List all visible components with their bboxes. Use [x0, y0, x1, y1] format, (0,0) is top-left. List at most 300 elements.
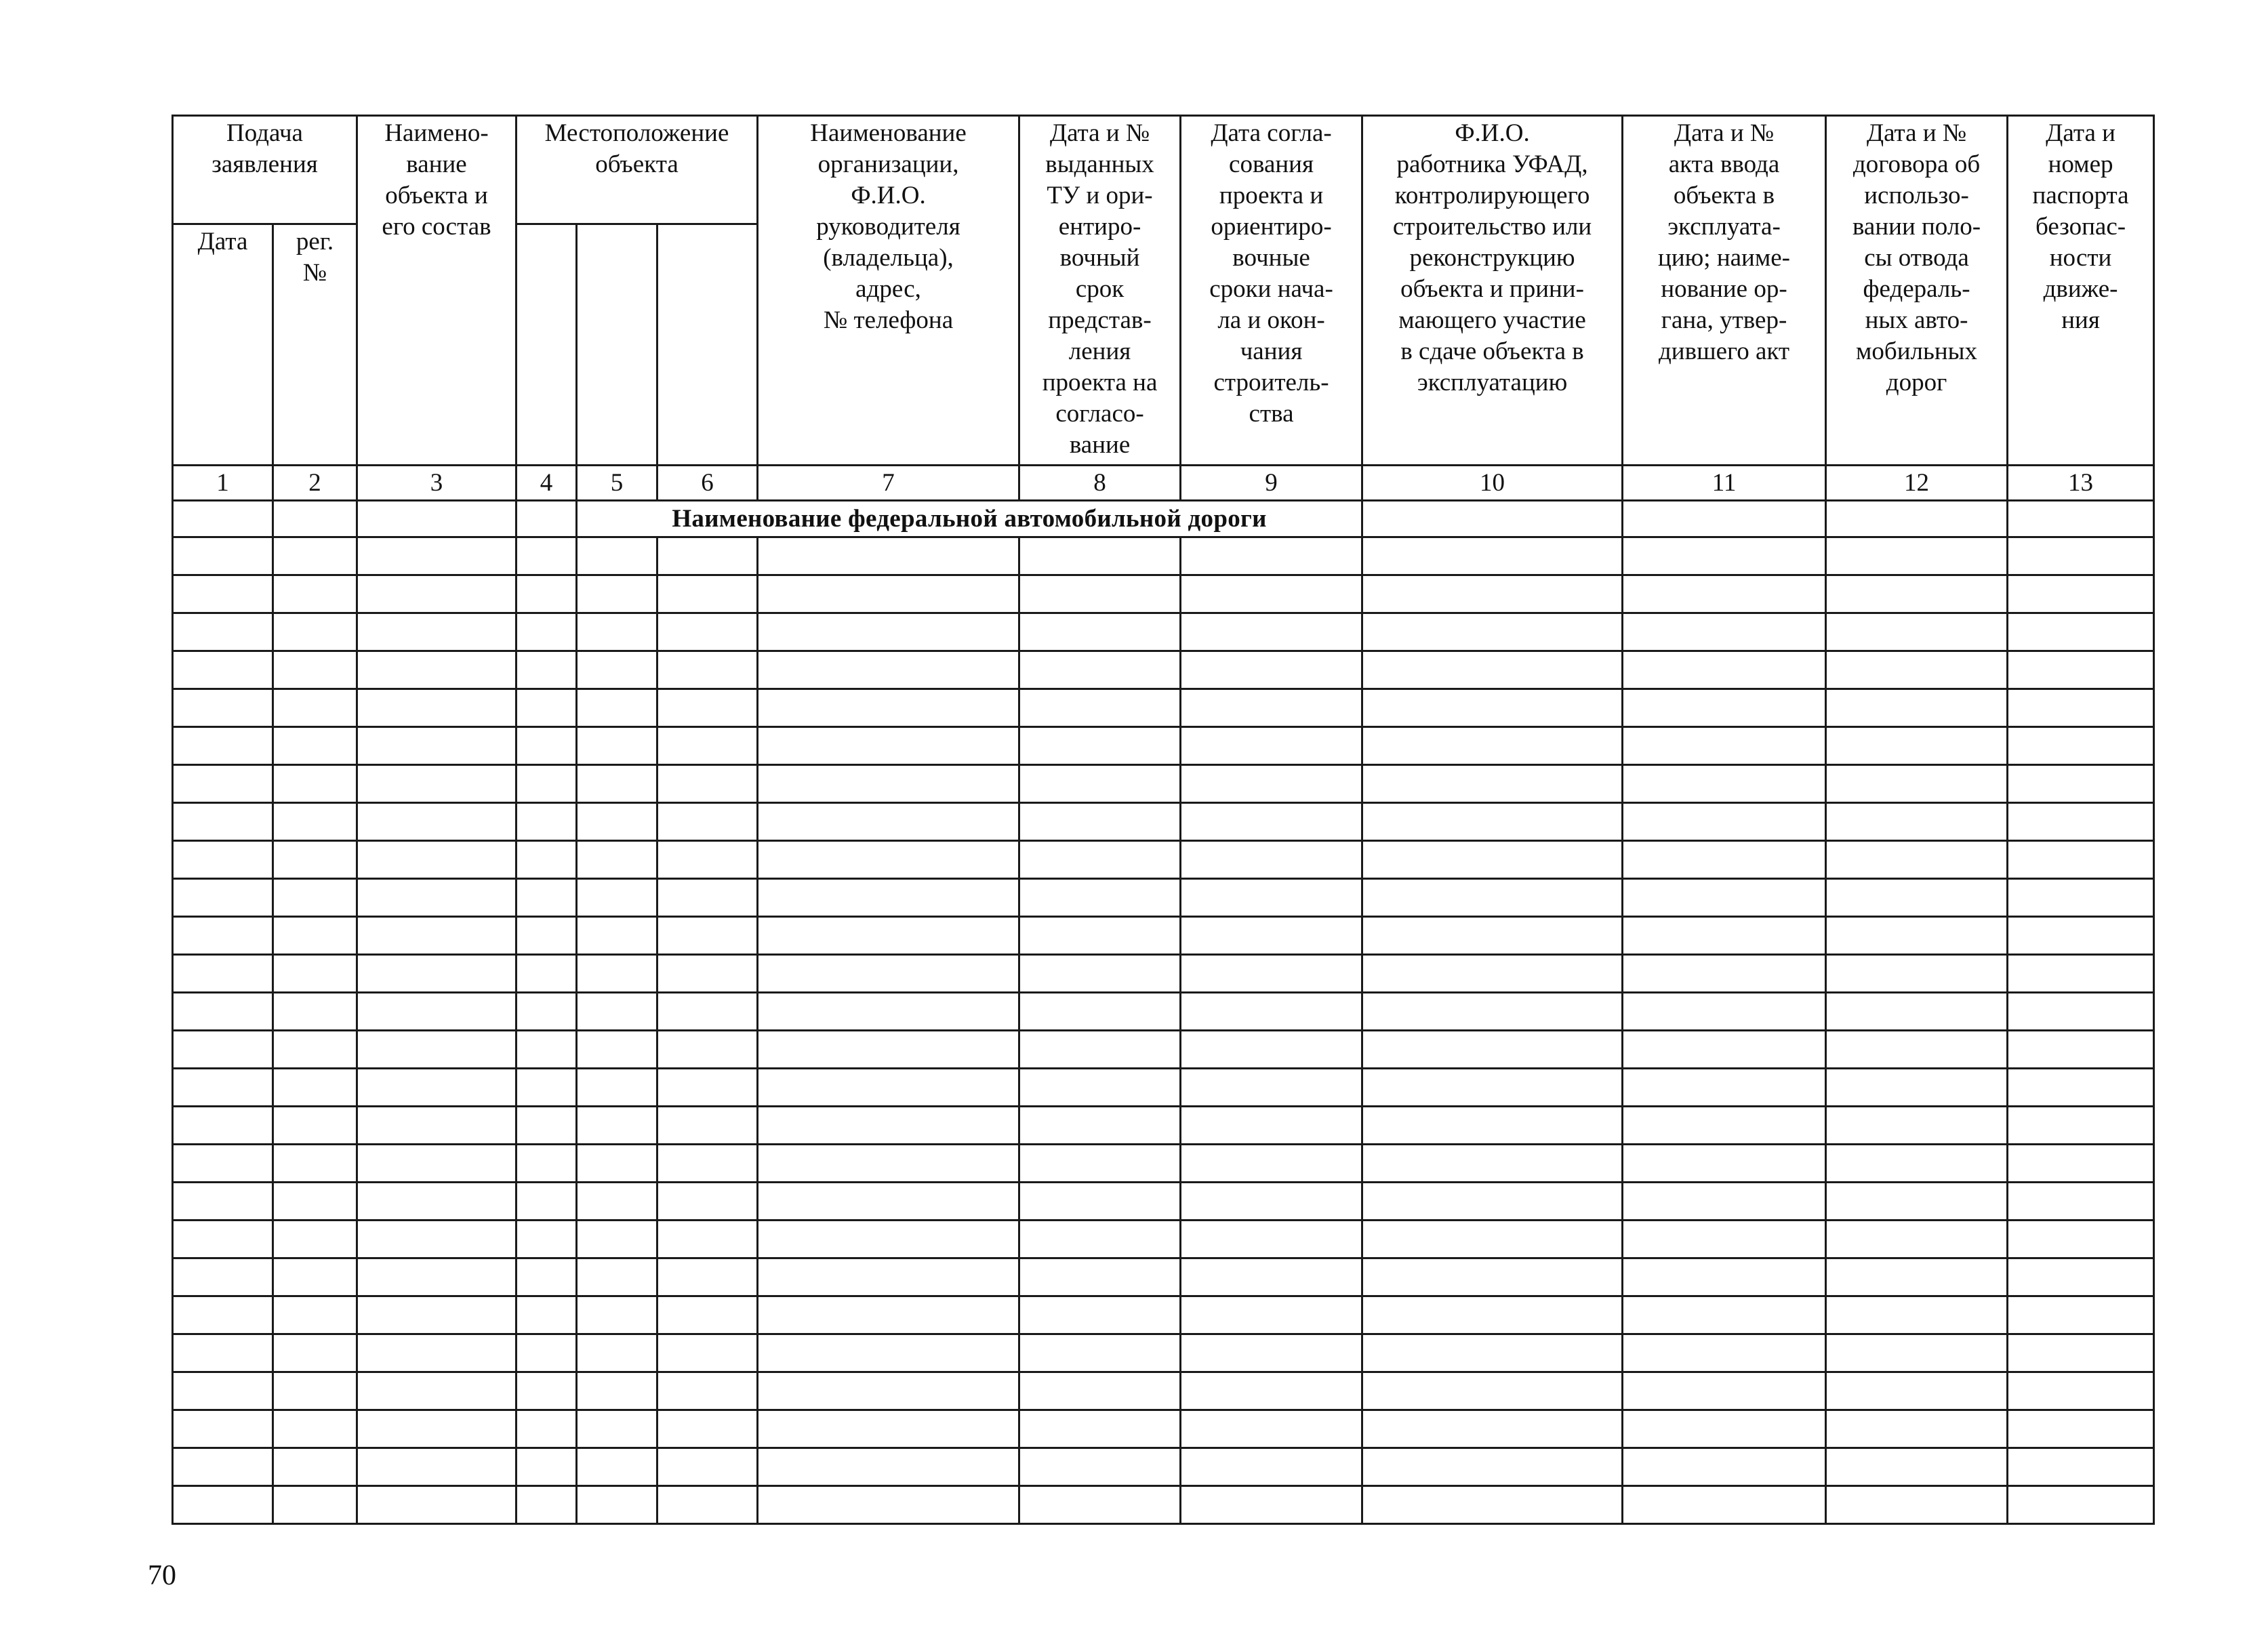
empty-cell: [273, 537, 357, 575]
empty-cell: [2008, 879, 2154, 917]
empty-cell: [657, 689, 758, 727]
empty-cell: [357, 1296, 517, 1334]
empty-cell: [657, 879, 758, 917]
empty-cell: [657, 575, 758, 613]
empty-cell: [2008, 575, 2154, 613]
empty-cell: [577, 803, 657, 841]
column-number: 6: [657, 466, 758, 501]
empty-cell: [1362, 613, 1623, 651]
empty-cell: [273, 1221, 357, 1258]
empty-cell: [517, 841, 577, 879]
empty-cell: [657, 537, 758, 575]
empty-cell: [517, 501, 577, 537]
empty-cell: [273, 613, 357, 651]
header-approval-date: Дата согла- сования проекта и ориентиро- вочные сроки нача- ла и окон- чания строитель- ства: [1181, 116, 1362, 466]
empty-cell: [657, 1258, 758, 1296]
empty-cell: [577, 1258, 657, 1296]
empty-cell: [758, 689, 1019, 727]
empty-cell: [577, 879, 657, 917]
empty-cell: [273, 1410, 357, 1448]
header-object-name: Наимено- вание объекта и его состав: [357, 116, 517, 466]
empty-cell: [1623, 1107, 1826, 1145]
empty-cell: [577, 955, 657, 993]
empty-cell: [577, 613, 657, 651]
empty-cell: [1019, 841, 1181, 879]
empty-cell: [517, 1183, 577, 1221]
header-location-group: Местоположение объекта: [517, 116, 758, 224]
empty-cell: [1362, 993, 1623, 1031]
empty-cell: [173, 501, 273, 537]
empty-cell: [2008, 689, 2154, 727]
empty-cell: [1623, 613, 1826, 651]
empty-cell: [357, 803, 517, 841]
header-row-top: [173, 116, 2154, 224]
empty-cell: [1019, 613, 1181, 651]
empty-cell: [173, 917, 273, 955]
empty-cell: [2008, 993, 2154, 1031]
empty-cell: [1181, 1221, 1362, 1258]
empty-cell: [357, 917, 517, 955]
empty-cell: [517, 537, 577, 575]
empty-cell: [1362, 955, 1623, 993]
empty-cell: [357, 501, 517, 537]
empty-cell: [2008, 765, 2154, 803]
empty-cell: [1181, 689, 1362, 727]
empty-cell: [357, 613, 517, 651]
empty-cell: [1362, 1486, 1623, 1524]
empty-cell: [1362, 1448, 1623, 1486]
empty-cell: [1019, 537, 1181, 575]
column-number: 13: [2008, 466, 2154, 501]
column-number: 12: [1826, 466, 2008, 501]
empty-cell: [273, 1372, 357, 1410]
empty-cell: [357, 765, 517, 803]
empty-cell: [1623, 917, 1826, 955]
empty-cell: [577, 1296, 657, 1334]
empty-cell: [173, 1448, 273, 1486]
empty-cell: [1623, 1145, 1826, 1183]
empty-cell: [1826, 1031, 2008, 1069]
empty-cell: [2008, 1258, 2154, 1296]
empty-cell: [517, 1069, 577, 1107]
empty-cell: [357, 879, 517, 917]
column-number: 10: [1362, 466, 1623, 501]
empty-cell: [1181, 1107, 1362, 1145]
empty-cell: [2008, 1145, 2154, 1183]
empty-cell: [273, 879, 357, 917]
empty-cell: [1362, 501, 1623, 537]
empty-row: [173, 1486, 2154, 1524]
header-right: [657, 224, 758, 466]
empty-cell: [273, 841, 357, 879]
road-title-row: [173, 501, 2154, 537]
empty-row: [173, 1107, 2154, 1145]
empty-cell: [1181, 1145, 1362, 1183]
empty-cell: [1019, 1334, 1181, 1372]
empty-cell: [1826, 917, 2008, 955]
empty-cell: [657, 1145, 758, 1183]
empty-cell: [577, 1145, 657, 1183]
empty-cell: [1019, 1183, 1181, 1221]
empty-cell: [1623, 575, 1826, 613]
empty-cell: [1362, 1410, 1623, 1448]
empty-cell: [758, 879, 1019, 917]
empty-cell: [1623, 651, 1826, 689]
empty-cell: [1826, 537, 2008, 575]
empty-cell: [1362, 1296, 1623, 1334]
empty-cell: [517, 727, 577, 765]
empty-cell: [1826, 955, 2008, 993]
empty-cell: [173, 955, 273, 993]
empty-cell: [657, 993, 758, 1031]
empty-cell: [1019, 1145, 1181, 1183]
empty-cell: [1019, 1031, 1181, 1069]
empty-cell: [517, 879, 577, 917]
empty-cell: [1826, 879, 2008, 917]
empty-cell: [173, 1145, 273, 1183]
empty-cell: [1362, 1372, 1623, 1410]
empty-cell: [1181, 727, 1362, 765]
empty-cell: [1826, 689, 2008, 727]
empty-cell: [1362, 651, 1623, 689]
empty-cell: [357, 1031, 517, 1069]
empty-cell: [1019, 1069, 1181, 1107]
empty-cell: [2008, 1410, 2154, 1448]
empty-cell: [173, 1221, 273, 1258]
empty-cell: [517, 1221, 577, 1258]
empty-cell: [657, 1183, 758, 1221]
empty-cell: [1181, 1486, 1362, 1524]
empty-cell: [173, 537, 273, 575]
empty-cell: [1826, 841, 2008, 879]
empty-cell: [577, 1069, 657, 1107]
empty-cell: [517, 955, 577, 993]
empty-cell: [758, 1296, 1019, 1334]
empty-cell: [173, 1069, 273, 1107]
empty-cell: [758, 1334, 1019, 1372]
empty-cell: [1623, 955, 1826, 993]
empty-cell: [173, 1296, 273, 1334]
column-number: 5: [577, 466, 657, 501]
empty-cell: [758, 1031, 1019, 1069]
empty-cell: [2008, 1069, 2154, 1107]
empty-cell: [657, 1107, 758, 1145]
empty-cell: [273, 1145, 357, 1183]
empty-cell: [357, 1107, 517, 1145]
empty-cell: [1181, 955, 1362, 993]
column-number: 4: [517, 466, 577, 501]
empty-cell: [1019, 765, 1181, 803]
empty-cell: [758, 1410, 1019, 1448]
empty-cell: [1019, 955, 1181, 993]
empty-cell: [273, 955, 357, 993]
empty-cell: [357, 1145, 517, 1183]
empty-cell: [758, 651, 1019, 689]
column-number: 3: [357, 466, 517, 501]
empty-cell: [758, 1486, 1019, 1524]
empty-cell: [1362, 765, 1623, 803]
empty-cell: [357, 1183, 517, 1221]
empty-cell: [758, 1258, 1019, 1296]
empty-cell: [577, 841, 657, 879]
empty-cell: [1623, 1183, 1826, 1221]
empty-cell: [2008, 1448, 2154, 1486]
header-right-of-way-contract: Дата и № договора об использо- вании поло- сы отвода федераль- ных авто- мобильных дорог: [1826, 116, 2008, 466]
empty-cell: [517, 1258, 577, 1296]
empty-cell: [517, 613, 577, 651]
empty-cell: [1019, 803, 1181, 841]
empty-cell: [657, 1069, 758, 1107]
empty-cell: [173, 1334, 273, 1372]
empty-cell: [273, 727, 357, 765]
empty-cell: [517, 1334, 577, 1372]
empty-cell: [357, 1448, 517, 1486]
empty-cell: [1826, 575, 2008, 613]
empty-cell: [577, 1486, 657, 1524]
empty-cell: [1019, 1372, 1181, 1410]
empty-cell: [1362, 1334, 1623, 1372]
empty-cell: [1362, 1183, 1623, 1221]
empty-cell: [758, 955, 1019, 993]
empty-row: [173, 651, 2154, 689]
empty-row: [173, 1031, 2154, 1069]
empty-cell: [1181, 1410, 1362, 1448]
empty-cell: [758, 841, 1019, 879]
empty-cell: [1181, 917, 1362, 955]
empty-cell: [273, 993, 357, 1031]
header-commissioning-act: Дата и № акта ввода объекта в эксплуата- цию; наиме- нование ор- гана, утвер- дившего акт: [1623, 116, 1826, 466]
column-number: 8: [1019, 466, 1181, 501]
empty-cell: [517, 803, 577, 841]
empty-cell: [273, 1334, 357, 1372]
column-number: 1: [173, 466, 273, 501]
empty-cell: [1362, 917, 1623, 955]
empty-cell: [758, 993, 1019, 1031]
empty-cell: [173, 1031, 273, 1069]
empty-cell: [1826, 1372, 2008, 1410]
empty-cell: [758, 575, 1019, 613]
empty-cell: [273, 1258, 357, 1296]
empty-cell: [2008, 1221, 2154, 1258]
empty-cell: [657, 803, 758, 841]
empty-cell: [273, 689, 357, 727]
empty-cell: [1019, 689, 1181, 727]
empty-cell: [517, 1448, 577, 1486]
empty-cell: [517, 1031, 577, 1069]
empty-cell: [1362, 689, 1623, 727]
empty-cell: [173, 1410, 273, 1448]
empty-cell: [657, 1410, 758, 1448]
empty-cell: [1826, 1296, 2008, 1334]
empty-cell: [173, 689, 273, 727]
empty-cell: [357, 689, 517, 727]
header-km: [517, 224, 577, 466]
empty-row: [173, 613, 2154, 651]
empty-cell: [1019, 727, 1181, 765]
empty-cell: [357, 575, 517, 613]
empty-cell: [2008, 1486, 2154, 1524]
empty-cell: [517, 689, 577, 727]
empty-row: [173, 1258, 2154, 1296]
empty-cell: [758, 1107, 1019, 1145]
empty-cell: [1362, 1031, 1623, 1069]
empty-cell: [1019, 1107, 1181, 1145]
empty-cell: [758, 803, 1019, 841]
empty-cell: [1181, 1183, 1362, 1221]
empty-cell: [1019, 1258, 1181, 1296]
empty-cell: [357, 1372, 517, 1410]
empty-cell: [273, 917, 357, 955]
empty-cell: [1181, 1448, 1362, 1486]
empty-cell: [517, 1372, 577, 1410]
header-organization: Наименование организации, Ф.И.О. руководителя (владельца), адрес, № телефона: [758, 116, 1019, 466]
empty-cell: [1623, 1221, 1826, 1258]
header-tu-issued: Дата и № выданных ТУ и ори- ентиро- вочный срок представ- ления проекта на согласо- вание: [1019, 116, 1181, 466]
empty-cell: [1623, 993, 1826, 1031]
empty-cell: [1181, 879, 1362, 917]
empty-row: [173, 1410, 2154, 1448]
empty-cell: [1362, 803, 1623, 841]
empty-row: [173, 803, 2154, 841]
empty-cell: [173, 1486, 273, 1524]
empty-cell: [577, 765, 657, 803]
empty-cell: [1181, 613, 1362, 651]
empty-cell: [1362, 1145, 1623, 1183]
empty-cell: [173, 803, 273, 841]
empty-cell: [2008, 1334, 2154, 1372]
empty-cell: [1826, 1183, 2008, 1221]
empty-cell: [1019, 1296, 1181, 1334]
empty-cell: [1019, 1221, 1181, 1258]
empty-cell: [2008, 613, 2154, 651]
empty-row: [173, 575, 2154, 613]
empty-cell: [273, 803, 357, 841]
empty-cell: [1623, 841, 1826, 879]
empty-cell: [657, 1221, 758, 1258]
empty-cell: [1362, 1258, 1623, 1296]
empty-cell: [273, 1448, 357, 1486]
empty-cell: [577, 1221, 657, 1258]
empty-cell: [357, 651, 517, 689]
empty-cell: [577, 1448, 657, 1486]
empty-cell: [2008, 501, 2154, 537]
empty-cell: [173, 727, 273, 765]
empty-cell: [1826, 727, 2008, 765]
empty-cell: [357, 1410, 517, 1448]
empty-cell: [1623, 689, 1826, 727]
empty-cell: [1623, 501, 1826, 537]
empty-cell: [657, 651, 758, 689]
empty-cell: [758, 1372, 1019, 1410]
empty-cell: [273, 1296, 357, 1334]
empty-cell: [173, 1372, 273, 1410]
empty-cell: [1623, 1486, 1826, 1524]
empty-cell: [2008, 803, 2154, 841]
empty-cell: [657, 841, 758, 879]
empty-cell: [2008, 1183, 2154, 1221]
empty-cell: [2008, 1107, 2154, 1145]
empty-cell: [273, 575, 357, 613]
empty-cell: [517, 1296, 577, 1334]
empty-cell: [1362, 537, 1623, 575]
empty-cell: [357, 1486, 517, 1524]
empty-cell: [1362, 879, 1623, 917]
column-number: 2: [273, 466, 357, 501]
empty-cell: [1623, 1448, 1826, 1486]
empty-cell: [1623, 765, 1826, 803]
empty-cell: [577, 651, 657, 689]
empty-cell: [1362, 1069, 1623, 1107]
empty-cell: [1181, 1031, 1362, 1069]
empty-cell: [1019, 1486, 1181, 1524]
empty-cell: [173, 879, 273, 917]
empty-row: [173, 1372, 2154, 1410]
column-number: 11: [1623, 466, 1826, 501]
empty-row: [173, 1145, 2154, 1183]
empty-cell: [1362, 1221, 1623, 1258]
empty-cell: [1826, 1107, 2008, 1145]
empty-row: [173, 1183, 2154, 1221]
empty-row: [173, 1448, 2154, 1486]
empty-row: [173, 917, 2154, 955]
empty-cell: [758, 613, 1019, 651]
empty-cell: [173, 993, 273, 1031]
empty-cell: [577, 1334, 657, 1372]
empty-cell: [1623, 1410, 1826, 1448]
page-number: 70: [148, 1560, 176, 1591]
empty-cell: [357, 1069, 517, 1107]
empty-cell: [1181, 1372, 1362, 1410]
empty-cell: [1623, 537, 1826, 575]
empty-cell: [2008, 955, 2154, 993]
empty-cell: [758, 1448, 1019, 1486]
header-ufad-employee: Ф.И.О. работника УФАД, контролирующего строительство или реконструкцию объекта и прини- мающего участие в сдаче объекта в эксплуатацию: [1362, 116, 1623, 466]
register-table: [171, 115, 2155, 1525]
empty-cell: [1826, 765, 2008, 803]
empty-cell: [357, 1221, 517, 1258]
empty-row: [173, 879, 2154, 917]
empty-cell: [357, 727, 517, 765]
empty-cell: [2008, 917, 2154, 955]
header-left: [577, 224, 657, 466]
empty-cell: [1019, 917, 1181, 955]
empty-cell: [1181, 651, 1362, 689]
empty-cell: [657, 955, 758, 993]
empty-cell: [2008, 651, 2154, 689]
empty-cell: [173, 1258, 273, 1296]
empty-row: [173, 993, 2154, 1031]
empty-cell: [657, 727, 758, 765]
empty-cell: [577, 537, 657, 575]
empty-cell: [577, 1107, 657, 1145]
empty-cell: [357, 993, 517, 1031]
empty-row: [173, 727, 2154, 765]
empty-cell: [357, 1334, 517, 1372]
empty-cell: [2008, 841, 2154, 879]
empty-cell: [657, 1448, 758, 1486]
empty-cell: [1181, 765, 1362, 803]
empty-cell: [758, 537, 1019, 575]
empty-cell: [1019, 651, 1181, 689]
empty-cell: [1826, 1258, 2008, 1296]
empty-cell: [1623, 1372, 1826, 1410]
empty-cell: [1181, 841, 1362, 879]
empty-cell: [357, 1258, 517, 1296]
header-date: Дата: [173, 224, 273, 466]
empty-cell: [273, 1486, 357, 1524]
empty-cell: [1623, 1296, 1826, 1334]
empty-cell: [1826, 651, 2008, 689]
